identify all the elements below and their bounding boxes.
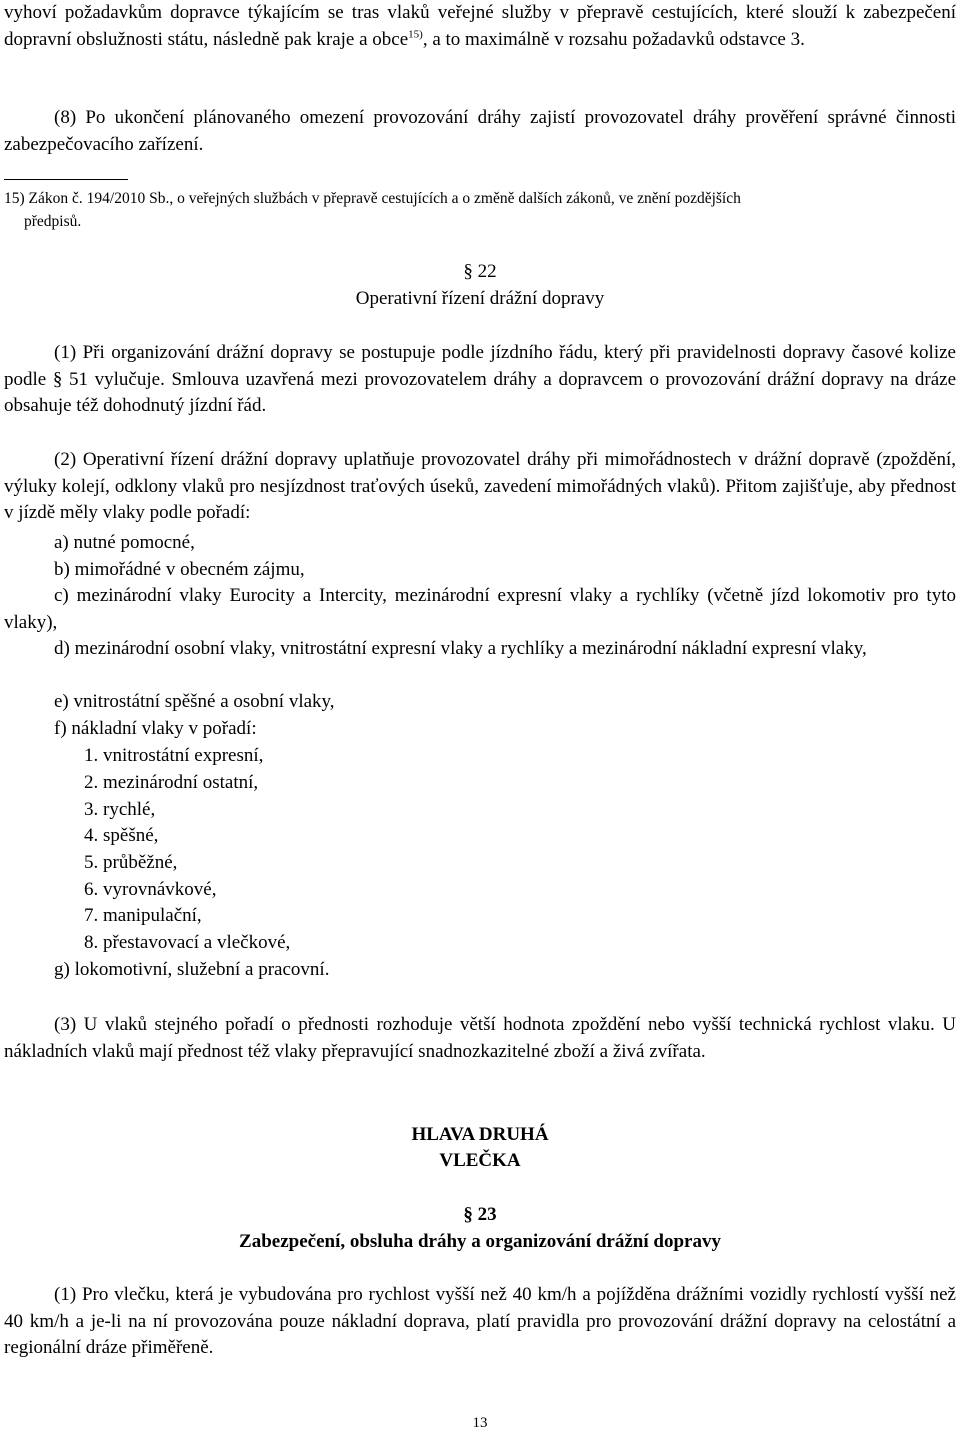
footnote-divider bbox=[4, 179, 128, 180]
sublist-item-2: 2. mezinárodní ostatní, bbox=[84, 772, 259, 793]
list-item-a: a) nutné pomocné, bbox=[54, 532, 195, 553]
sublist-item-4: 4. spěšné, bbox=[84, 825, 159, 846]
s22-paragraph-3: (3) U vlaků stejného pořadí o přednosti rozhoduje větší hodnota zpoždění nebo vyšší technická rychlost vlaku. U nákladních vlaků mají přednost též vlaky přepravující snadnozkazitelné zboží a živá zvířata. bbox=[4, 1014, 956, 1062]
section-number-23: § 23 bbox=[463, 1204, 497, 1225]
list-item-b: b) mimořádné v obecném zájmu, bbox=[54, 559, 305, 580]
text-line: k zabezpečení dopravní obslužnosti státu, následně pak kraje a obce bbox=[4, 2, 957, 50]
list-item-f: f) nákladní vlaky v pořadí: bbox=[54, 718, 257, 739]
section-title-23: Zabezpečení, obsluha dráhy a organizování drážní dopravy bbox=[239, 1231, 721, 1252]
sublist-item-8: 8. přestavovací a vlečkové, bbox=[84, 932, 291, 953]
footnote bbox=[4, 187, 950, 233]
sublist-item-7: 7. manipulační, bbox=[84, 905, 202, 926]
text-line: požadavků odstavce 3. bbox=[632, 28, 805, 50]
continued-paragraph bbox=[4, 0, 956, 53]
paragraph-8: (8) Po ukončení plánovaného omezení provozování dráhy zajistí provozovatel dráhy prověření správné činnosti zabezpečovacího zařízení. bbox=[4, 107, 956, 155]
list-item-c: c) mezinárodní vlaky Eurocity a Intercity, mezinárodní expresní vlaky a rychlíky (včetně jízd lokomotiv pro tyto vlaky), bbox=[4, 585, 956, 633]
text-line: , a to maximálně v rozsahu bbox=[422, 28, 628, 50]
text-line: vyhoví požadavkům dopravce týkajícím se tras vlaků veřejné služby v přepravě cestujících, které slouží bbox=[4, 2, 838, 23]
chapter-heading: HLAVA DRUHÁ bbox=[411, 1124, 549, 1145]
footnote-ref[interactable]: 15) bbox=[408, 28, 423, 41]
chapter-subheading: VLEČKA bbox=[439, 1150, 521, 1171]
sublist-item-5: 5. průběžné, bbox=[84, 852, 178, 873]
sublist-item-3: 3. rychlé, bbox=[84, 799, 156, 820]
s22-paragraph-2: (2) Operativní řízení drážní dopravy uplatňuje provozovatel dráhy při mimořádnostech v drážní dopravě (zpoždění, výluky kolejí, odklony vlaků pro nesjízdnost traťových úseků, zavedení mimořádných vlaků). Přitom zajišťuje, aby přednost v jízdě měly vlaky podle pořadí: bbox=[4, 449, 956, 523]
sublist-item-6: 6. vyrovnávkové, bbox=[84, 879, 217, 900]
list-item-g: g) lokomotivní, služební a pracovní. bbox=[54, 959, 330, 980]
s22-paragraph-1: (1) Při organizování drážní dopravy se postupuje podle jízdního řádu, který při pravidelnosti dopravy časové kolize podle § 51 vylučuje. Smlouva uzavřená mezi provozovatelem dráhy a dopravcem o provozování drážní dopravy na dráze obsahuje též dohodnutý jízdní řád. bbox=[4, 342, 956, 416]
footnote-text: 15) Zákon č. 194/2010 Sb., o veřejných službách v přepravě cestujících a o změně dalších zákonů, ve znění pozdějších bbox=[4, 190, 741, 207]
footnote-text: předpisů. bbox=[24, 213, 82, 230]
list-item-e: e) vnitrostátní spěšné a osobní vlaky, bbox=[54, 691, 335, 712]
s23-paragraph-1: (1) Pro vlečku, která je vybudována pro rychlost vyšší než 40 km/h a pojížděna drážními vozidly rychlostí vyšší než 40 km/h a je-li na ní provozována pouze nákladní doprava, platí pravidla pro provozování drážní dopravy na celostátní a regionální dráze přiměřeně. bbox=[4, 1284, 956, 1358]
section-title-22: Operativní řízení drážní dopravy bbox=[355, 288, 605, 309]
sublist-item-1: 1. vnitrostátní expresní, bbox=[84, 745, 264, 766]
page-number: 13 bbox=[472, 1415, 488, 1431]
section-number-22: § 22 bbox=[463, 261, 497, 282]
list-item-d: d) mezinárodní osobní vlaky, vnitrostátní expresní vlaky a rychlíky a mezinárodní nákladní expresní vlaky, bbox=[54, 638, 867, 659]
